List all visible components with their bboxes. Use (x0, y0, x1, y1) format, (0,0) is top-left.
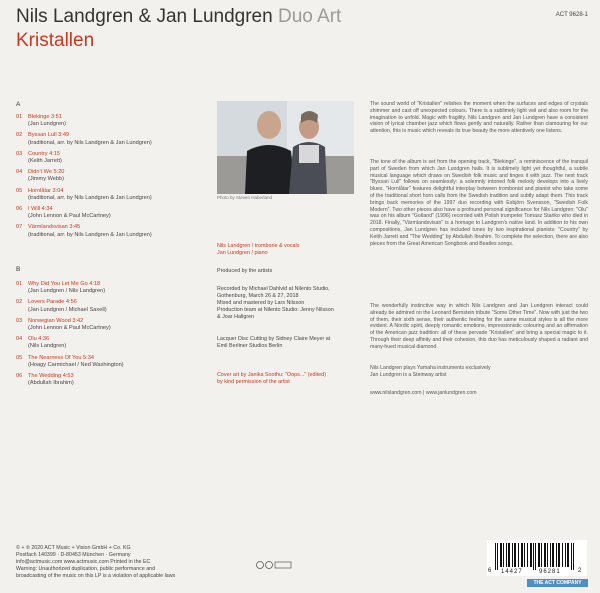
lacquer-credits (217, 336, 357, 350)
track-number: 04 (16, 336, 23, 343)
recording-credits (217, 286, 357, 321)
track-credit: (Jan Lundgren) (28, 121, 66, 128)
cover-credits (217, 372, 357, 386)
artists-name: Nils Landgren & Jan Lundgren (16, 6, 273, 27)
footer-line: Postfach 140399 · D-80453 München · Germany (16, 551, 131, 558)
footer-line: Warning: Unauthorized duplication, public performance and (16, 565, 156, 572)
side-a-tracklist (16, 114, 206, 243)
track-number: 06 (16, 206, 23, 213)
track-number: 02 (16, 299, 23, 306)
track-item (16, 355, 206, 369)
artists-photo (217, 101, 354, 194)
personnel-line: Jan Lundgren / piano (217, 250, 268, 256)
track-title: Why Did You Let Me Go 4:18 (28, 281, 101, 287)
track-number: 01 (16, 281, 23, 287)
track-number: 02 (16, 132, 23, 139)
track-title: Lovers Parade 4:56 (28, 299, 77, 306)
copyright-footer (16, 545, 236, 580)
track-credit: (Keith Jarrett) (28, 158, 62, 165)
track-credit: (Hoagy Carmichael / Ned Washington) (28, 361, 124, 368)
recording-line: Recorded by Michael Dahlvid at Nilento Studio, (217, 286, 330, 292)
track-item (16, 299, 206, 313)
liner-notes-p2: The tone of the album is set from the opening track, "Blekinge", a reminiscence of the tranquil part of Sweden from which Jan Lundgren hails. It is sublimely light yet thoughtful, a subtle musical language which draws on Swedish folk music and tinges it with jazz. The next track "Byssan Lull" follows on seamlessly: a solemnly intoned folk melody develops into a lively blues. "Hornlåtar" features delightful interplay between trombonist and pianist who take some of the traditional short horn calls from the Swedish tradition and subtly adapt them. This track brings back memories of the 1997 duo recording with Esbjörn Svensson, "Swedish Folk Modern". Two other pieces also have a profound personal significance for Nils Landgren: "Olu" was on his album "Gotland" (1996) recorded with Polish trumpeter Tomasz Stańko who died in 2018. Finally, "Värmlandsvisan" is a homage to Landgren's native land. In addition to his own compositions, Jan Lundgren has included tunes by two inspirational pianists: "Country" by Keith Jarrett and "The Wedding" by Abdullah Ibrahim. To complete the selection, there are also pieces from the Great American Songbook and Beatles songs. (370, 159, 588, 247)
personnel-line: Nils Landgren / trombone & vocals (217, 243, 300, 249)
act-company-logo: THE ACT COMPANY (527, 579, 588, 587)
header-title (16, 6, 341, 28)
barcode-digit-left: 6 (488, 568, 492, 574)
track-credit: (Nils Landgren) (28, 343, 67, 350)
personnel (217, 243, 357, 257)
track-number: 01 (16, 114, 23, 120)
catalog-number: ACT 9628-1 (555, 12, 588, 18)
track-credit: (traditional, arr. by Nils Landgren & Jan Lundgren) (28, 231, 152, 238)
duo-art-label: Duo Art (277, 6, 342, 27)
track-credit: (Jan Lundgren / Michael Saxell) (28, 306, 107, 313)
side-a-label: A (16, 101, 21, 108)
track-title: Blekinge 3:51 (28, 114, 62, 120)
recording-line: & Joar Hallgren (217, 314, 255, 320)
track-number: 03 (16, 150, 23, 157)
track-title: Byssan Lull 3:49 (28, 132, 70, 139)
websites-link[interactable]: www.nilslandgren.com | www.janlundgren.com (370, 390, 477, 396)
track-title: The Nearness Of You 5:34 (28, 354, 94, 361)
track-number: 06 (16, 373, 23, 380)
recording-line: Mixed and mastered by Lars Nilsson (217, 300, 305, 306)
track-credit: (Abdullah Ibrahim) (28, 380, 74, 387)
logo-row (256, 557, 292, 575)
barcode (487, 540, 587, 584)
track-item (16, 151, 206, 165)
liner-notes-p3: The wonderfully instinctive way in which Nils Landgren and Jan Lundgren interact could already be admired on the Leonard Bernstein tribute "Some Other Time". Now with just the two of them, their sixth sense, their authentic feeling for the same musical styles is all the more evident. A Nordic spirit, deeply romantic emotions, impressionistic colouring and an affirmation of the American jazz tradition: all of these pervade "Kristallen" and bring a special magic to it. Through their deep affinity and their cohesion, this duo has meticulously shaped a radiant and many-hued musical diamond. (370, 303, 588, 350)
track-credit: (Jan Lundgren / Nils Landgren) (28, 288, 106, 295)
label-logos-icon (256, 560, 292, 570)
track-item (16, 373, 206, 387)
barcode-digits-group1: 14427 (501, 569, 523, 575)
track-item (16, 336, 206, 350)
track-credit: (John Lennon & Paul McCartney) (28, 213, 111, 220)
recording-line: Production team at Nilento Studio: Jenny Nilsson (217, 307, 334, 313)
produced-by: Produced by the artists (217, 268, 273, 274)
track-credit: (John Lennon & Paul McCartney) (28, 325, 111, 332)
track-title: Country 4:15 (28, 150, 61, 157)
track-number: 03 (16, 317, 23, 324)
track-item (16, 206, 206, 220)
track-credit: (traditional, arr. by Nils Landgren & Jan Lundgren) (28, 194, 152, 201)
barcode-digits-group2: 96281 (539, 569, 561, 575)
instrument-credits (370, 365, 588, 379)
barcode-digit-right: 2 (578, 568, 582, 574)
track-number: 07 (16, 224, 23, 231)
track-title: Hornlåtar 3:04 (28, 187, 64, 194)
footer-line: info@actmusic.com www.actmusic.com Printed in the EC (16, 558, 151, 565)
track-item (16, 132, 206, 146)
cover-line: Cover art by Janika Soothu: "Oops..." (edited) (217, 372, 326, 378)
side-b-label: B (16, 266, 21, 273)
side-b-tracklist (16, 281, 206, 391)
track-item (16, 188, 206, 202)
track-item (16, 169, 206, 183)
instrument-line: Jan Lundgren is a Steinway artist (370, 371, 447, 378)
track-number: 05 (16, 187, 23, 194)
track-title: Norwegian Wood 3:42 (28, 317, 84, 324)
album-title: Kristallen (16, 30, 95, 51)
liner-notes-p1: The sound world of "Kristallen" relishes the moment when the surfaces and edges of crystals shimmer and cast off unexpected colours. There is a sublimely light veil and also room for the imagination to unfold. Magic with fragility. Nils Landgren and Jan Lundgren have a consistent vision of lyrical chamber jazz which flows gently and naturally. Rather than clamouring for our attention, this is music which reveals its true beauty the more attentively one listens. (370, 101, 588, 135)
instrument-line: Nils Landgren plays Yamaha instruments exclusively (370, 365, 491, 371)
photo-illustration (217, 101, 354, 194)
lacquer-line: Emil Berliner Studios Berlin (217, 343, 283, 349)
lacquer-line: Lacquer Disc Cutting by Sidney Claire Meyer at (217, 336, 331, 342)
cover-line: by kind permission of the artist (217, 379, 290, 385)
track-title: Didn't We 5:20 (28, 169, 65, 176)
track-number: 05 (16, 354, 23, 361)
footer-line: broadcasting of the music on this LP is a violation of applicable laws (16, 572, 176, 579)
track-item (16, 224, 206, 238)
track-number: 04 (16, 169, 23, 176)
photo-credit: Photo by Steven Haberland (217, 195, 273, 200)
track-title: Värmlandsvisan 3:45 (28, 224, 81, 231)
track-credit: (Jimmy Webb) (28, 176, 64, 183)
track-item (16, 318, 206, 332)
track-title: The Wedding 4:53 (28, 373, 74, 380)
recording-line: Gothenburg, March 26 & 27, 2018 (217, 293, 299, 299)
track-credit: (traditional, arr. by Nils Landgren & Jan Lundgren) (28, 139, 152, 146)
track-title: Olu 4:36 (28, 336, 50, 343)
track-item (16, 281, 206, 295)
track-item (16, 114, 206, 128)
footer-line: © + ℗ 2020 ACT Music + Vision GmbH + Co. KG (16, 545, 131, 551)
track-title: I Will 4:34 (28, 206, 53, 213)
